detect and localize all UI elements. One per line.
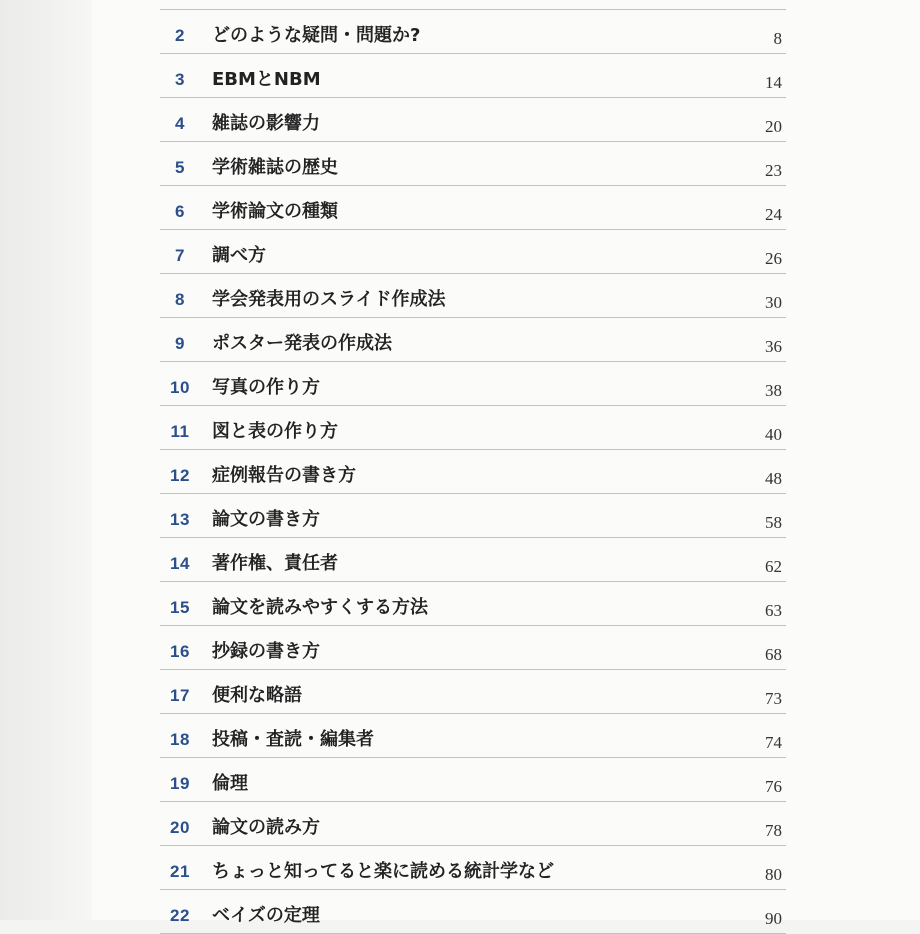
toc-entry-number: 9	[175, 334, 185, 353]
toc-entry-title: ベイズの定理	[212, 905, 320, 926]
toc-entry-page: 74	[765, 733, 782, 752]
toc-entry-title: 論文を読みやすくする方法	[212, 597, 428, 618]
toc-entry-number: 6	[175, 202, 185, 221]
toc-entry-title: 写真の作り方	[212, 377, 320, 398]
toc-entry-number: 13	[170, 510, 190, 529]
toc-entry-title: 論文の読み方	[212, 817, 320, 838]
toc-entry-number: 4	[175, 114, 185, 133]
toc-entry-page: 20	[765, 117, 782, 136]
toc-entry-number: 11	[170, 422, 190, 441]
toc-entry[interactable]	[160, 142, 786, 186]
table-of-contents	[160, 0, 786, 928]
toc-entry-number: 8	[175, 290, 185, 309]
toc-entry-number: 22	[170, 906, 190, 925]
toc-entry[interactable]	[160, 582, 786, 626]
toc-entry[interactable]	[160, 538, 786, 582]
toc-entry-page: 8	[773, 29, 782, 48]
toc-entry-title: 倫理	[212, 773, 248, 794]
toc-entry[interactable]	[160, 890, 786, 934]
toc-entry-number: 15	[170, 598, 190, 617]
toc-entry[interactable]	[160, 54, 786, 98]
toc-entry-page: 36	[765, 337, 782, 356]
page-gutter	[0, 0, 92, 920]
toc-entry[interactable]	[160, 802, 786, 846]
toc-entry-title: 投稿・査読・編集者	[212, 729, 374, 750]
toc-entry-title: 抄録の書き方	[212, 641, 320, 662]
toc-entry-page: 26	[765, 249, 782, 268]
toc-entry-page: 90	[765, 909, 782, 928]
toc-entry-number: 5	[175, 158, 185, 177]
toc-entry-title: 便利な略語	[212, 685, 302, 706]
toc-entry-number: 18	[170, 730, 190, 749]
toc-entry-page: 14	[765, 73, 782, 92]
toc-entry-page: 63	[765, 601, 782, 620]
toc-entry-title: 症例報告の書き方	[212, 465, 356, 486]
toc-entry-number: 12	[170, 466, 190, 485]
toc-entry-page: 76	[765, 777, 782, 796]
toc-entry-page: 73	[765, 689, 782, 708]
toc-entry-title: 論文の書き方	[212, 509, 320, 530]
toc-entry-title: 学術雑誌の歴史	[212, 157, 338, 178]
toc-entry-title: 学術論文の種類	[212, 201, 338, 222]
toc-entry[interactable]	[160, 274, 786, 318]
toc-entry-title: 学会発表用のスライド作成法	[212, 289, 446, 310]
toc-entry-number: 7	[175, 246, 185, 265]
toc-entry[interactable]	[160, 406, 786, 450]
toc-entry-number: 14	[170, 554, 190, 573]
toc-entry[interactable]	[160, 10, 786, 54]
toc-entry-number: 17	[170, 686, 190, 705]
toc-entry-title: EBMとNBM	[212, 69, 321, 90]
toc-entry-page: 30	[765, 293, 782, 312]
toc-entry[interactable]	[160, 714, 786, 758]
toc-entry[interactable]	[160, 318, 786, 362]
toc-entry-page: 48	[765, 469, 782, 488]
toc-entry-number: 19	[170, 774, 190, 793]
toc-entry-number: 16	[170, 642, 190, 661]
toc-entry-title: 調べ方	[212, 245, 266, 266]
toc-entry-title: ポスター発表の作成法	[212, 333, 392, 354]
toc-entry[interactable]	[160, 98, 786, 142]
toc-entry-page: 38	[765, 381, 782, 400]
toc-entry-page: 62	[765, 557, 782, 576]
toc-entry-number: 10	[170, 378, 190, 397]
toc-entry-number: 3	[175, 70, 185, 89]
toc-entry[interactable]	[160, 362, 786, 406]
toc-entry-number: 2	[175, 26, 185, 45]
toc-entry[interactable]	[160, 186, 786, 230]
toc-entry[interactable]	[160, 450, 786, 494]
toc-entry-page: 78	[765, 821, 782, 840]
toc-entry-page: 23	[765, 161, 782, 180]
toc-entry-title: 雑誌の影響力	[212, 113, 320, 134]
toc-entry-title: どのような疑問・問題か?	[212, 25, 421, 46]
toc-entry-title: ちょっと知ってると楽に読める統計学など	[212, 861, 554, 882]
toc-entry[interactable]	[160, 758, 786, 802]
toc-entry-page: 80	[765, 865, 782, 884]
toc-entry-number: 20	[170, 818, 190, 837]
toc-entry-page: 40	[765, 425, 782, 444]
toc-entry-page: 24	[765, 205, 782, 224]
toc-entry[interactable]	[160, 846, 786, 890]
toc-entry[interactable]	[160, 626, 786, 670]
toc-entry[interactable]	[160, 494, 786, 538]
toc-entry[interactable]	[160, 230, 786, 274]
toc-entry-title: 図と表の作り方	[212, 421, 338, 442]
toc-entry-number: 21	[170, 862, 190, 881]
toc-entry[interactable]	[160, 670, 786, 714]
toc-entry-page: 58	[765, 513, 782, 532]
toc-entry-page: 68	[765, 645, 782, 664]
toc-entry-title: 著作権、責任者	[212, 553, 338, 574]
